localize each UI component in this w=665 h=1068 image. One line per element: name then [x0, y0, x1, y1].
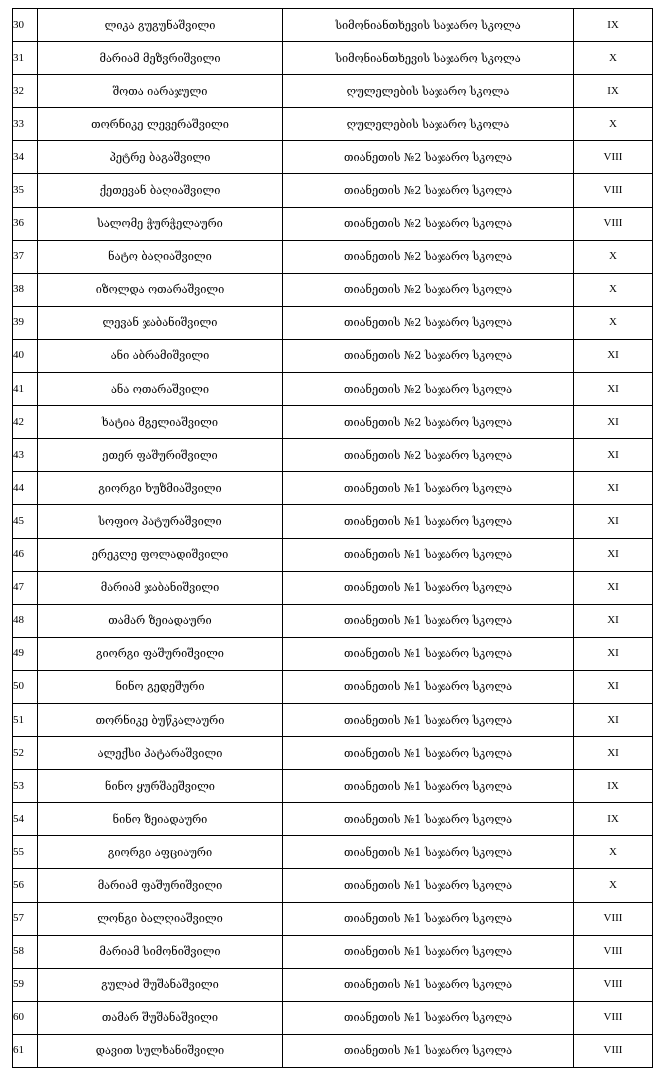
row-number-cell: 44 [13, 472, 38, 505]
grade-cell: VIII [574, 1001, 653, 1034]
school-name-cell: თიანეთის №1 საჯარო სკოლა [283, 1034, 574, 1067]
student-name-cell: ნატო ბაღიაშვილი [38, 240, 283, 273]
school-name-cell: თიანეთის №1 საჯარო სკოლა [283, 836, 574, 869]
student-name-cell: დავით სულხანიშვილი [38, 1034, 283, 1067]
school-name-cell: თიანეთის №1 საჯარო სკოლა [283, 1001, 574, 1034]
table-row [13, 505, 653, 538]
table-row [13, 968, 653, 1001]
table-row [13, 637, 653, 670]
table-row [13, 902, 653, 935]
student-name-cell: ერეკლე ფოლადიშვილი [38, 538, 283, 571]
grade-cell: X [574, 836, 653, 869]
row-number-cell: 56 [13, 869, 38, 902]
table-row [13, 439, 653, 472]
school-name-cell: თიანეთის №2 საჯარო სკოლა [283, 306, 574, 339]
row-number-cell: 50 [13, 670, 38, 703]
student-name-cell: მარიამ ფაშურიშვილი [38, 869, 283, 902]
student-name-cell: სალომე ჭურჭელაური [38, 207, 283, 240]
student-name-cell: თორნიკე ბუწკალაური [38, 703, 283, 736]
school-name-cell: თიანეთის №2 საჯარო სკოლა [283, 406, 574, 439]
school-name-cell: თიანეთის №1 საჯარო სკოლა [283, 538, 574, 571]
table-row [13, 670, 653, 703]
student-name-cell: შოთა იარაჯული [38, 75, 283, 108]
table-row [13, 306, 653, 339]
row-number-cell: 30 [13, 9, 38, 42]
grade-cell: XI [574, 406, 653, 439]
row-number-cell: 31 [13, 42, 38, 75]
table-row [13, 770, 653, 803]
student-name-cell: გულაძ შუშანაშვილი [38, 968, 283, 1001]
student-name-cell: იზოლდა ოთარაშვილი [38, 273, 283, 306]
row-number-cell: 48 [13, 604, 38, 637]
row-number-cell: 34 [13, 141, 38, 174]
school-name-cell: ღულელების საჯარო სკოლა [283, 108, 574, 141]
school-name-cell: ღულელების საჯარო სკოლა [283, 75, 574, 108]
row-number-cell: 58 [13, 935, 38, 968]
grade-cell: VIII [574, 968, 653, 1001]
table-row [13, 207, 653, 240]
table-row [13, 339, 653, 372]
school-name-cell: თიანეთის №2 საჯარო სკოლა [283, 174, 574, 207]
student-name-cell: ნინო გედეშური [38, 670, 283, 703]
table-row [13, 406, 653, 439]
table-row [13, 538, 653, 571]
grade-cell: XI [574, 538, 653, 571]
row-number-cell: 39 [13, 306, 38, 339]
table-row [13, 273, 653, 306]
table-row [13, 836, 653, 869]
table-row [13, 240, 653, 273]
school-name-cell: თიანეთის №1 საჯარო სკოლა [283, 737, 574, 770]
row-number-cell: 57 [13, 902, 38, 935]
row-number-cell: 43 [13, 439, 38, 472]
table-row [13, 174, 653, 207]
row-number-cell: 52 [13, 737, 38, 770]
table-row [13, 141, 653, 174]
school-name-cell: თიანეთის №2 საჯარო სკოლა [283, 439, 574, 472]
grade-cell: XI [574, 670, 653, 703]
school-name-cell: თიანეთის №2 საჯარო სკოლა [283, 373, 574, 406]
school-name-cell: თიანეთის №1 საჯარო სკოლა [283, 935, 574, 968]
table-row [13, 75, 653, 108]
school-name-cell: თიანეთის №1 საჯარო სკოლა [283, 803, 574, 836]
school-name-cell: თიანეთის №2 საჯარო სკოლა [283, 240, 574, 273]
table-row [13, 1034, 653, 1067]
school-name-cell: თიანეთის №1 საჯარო სკოლა [283, 968, 574, 1001]
participants-table-body [13, 9, 653, 1068]
school-name-cell: თიანეთის №1 საჯარო სკოლა [283, 571, 574, 604]
student-name-cell: გიორგი ხუზმიაშვილი [38, 472, 283, 505]
row-number-cell: 36 [13, 207, 38, 240]
row-number-cell: 51 [13, 703, 38, 736]
row-number-cell: 38 [13, 273, 38, 306]
grade-cell: VIII [574, 1034, 653, 1067]
grade-cell: VIII [574, 174, 653, 207]
grade-cell: X [574, 273, 653, 306]
row-number-cell: 60 [13, 1001, 38, 1034]
student-name-cell: ალექსი პატარაშვილი [38, 737, 283, 770]
student-name-cell: მარიამ ჯაბანიშვილი [38, 571, 283, 604]
table-row [13, 472, 653, 505]
row-number-cell: 41 [13, 373, 38, 406]
table-row [13, 9, 653, 42]
student-name-cell: მარიამ სიმონიშვილი [38, 935, 283, 968]
grade-cell: VIII [574, 902, 653, 935]
row-number-cell: 42 [13, 406, 38, 439]
grade-cell: XI [574, 339, 653, 372]
grade-cell: IX [574, 803, 653, 836]
school-name-cell: თიანეთის №1 საჯარო სკოლა [283, 505, 574, 538]
row-number-cell: 32 [13, 75, 38, 108]
table-row [13, 1001, 653, 1034]
grade-cell: IX [574, 770, 653, 803]
row-number-cell: 45 [13, 505, 38, 538]
table-row [13, 803, 653, 836]
table-row [13, 869, 653, 902]
student-name-cell: ნინო ყურშაეშვილი [38, 770, 283, 803]
school-name-cell: თიანეთის №1 საჯარო სკოლა [283, 869, 574, 902]
school-name-cell: სიმონიანთხევის საჯარო სკოლა [283, 9, 574, 42]
grade-cell: X [574, 108, 653, 141]
row-number-cell: 54 [13, 803, 38, 836]
grade-cell: VIII [574, 207, 653, 240]
school-name-cell: სიმონიანთხევის საჯარო სკოლა [283, 42, 574, 75]
student-name-cell: ლონგი ბალღიაშვილი [38, 902, 283, 935]
grade-cell: XI [574, 571, 653, 604]
school-name-cell: თიანეთის №1 საჯარო სკოლა [283, 472, 574, 505]
table-row [13, 703, 653, 736]
grade-cell: IX [574, 9, 653, 42]
student-name-cell: თორნიკე ლევერაშვილი [38, 108, 283, 141]
student-name-cell: მარიამ მეზვრიშვილი [38, 42, 283, 75]
school-name-cell: თიანეთის №2 საჯარო სკოლა [283, 273, 574, 306]
row-number-cell: 49 [13, 637, 38, 670]
row-number-cell: 35 [13, 174, 38, 207]
student-name-cell: თამარ შუშანაშვილი [38, 1001, 283, 1034]
student-name-cell: ნინო ზეიადაური [38, 803, 283, 836]
grade-cell: XI [574, 505, 653, 538]
grade-cell: X [574, 869, 653, 902]
table-row [13, 42, 653, 75]
grade-cell: X [574, 306, 653, 339]
grade-cell: XI [574, 439, 653, 472]
school-name-cell: თიანეთის №1 საჯარო სკოლა [283, 770, 574, 803]
school-name-cell: თიანეთის №1 საჯარო სკოლა [283, 703, 574, 736]
grade-cell: IX [574, 75, 653, 108]
student-name-cell: გიორგი ფაშურიშვილი [38, 637, 283, 670]
table-row [13, 737, 653, 770]
school-name-cell: თიანეთის №2 საჯარო სკოლა [283, 339, 574, 372]
student-name-cell: ანა ოთარაშვილი [38, 373, 283, 406]
grade-cell: XI [574, 637, 653, 670]
student-name-cell: ანი აბრამიშვილი [38, 339, 283, 372]
row-number-cell: 37 [13, 240, 38, 273]
participants-table [12, 8, 653, 1068]
student-name-cell: ეთერ ფაშურიშვილი [38, 439, 283, 472]
school-name-cell: თიანეთის №1 საჯარო სკოლა [283, 604, 574, 637]
student-name-cell: პეტრე ბაგაშვილი [38, 141, 283, 174]
table-row [13, 571, 653, 604]
student-name-cell: ქეთევან ბაღიაშვილი [38, 174, 283, 207]
grade-cell: XI [574, 373, 653, 406]
school-name-cell: თიანეთის №1 საჯარო სკოლა [283, 670, 574, 703]
table-row [13, 108, 653, 141]
school-name-cell: თიანეთის №2 საჯარო სკოლა [283, 141, 574, 174]
grade-cell: VIII [574, 141, 653, 174]
row-number-cell: 33 [13, 108, 38, 141]
grade-cell: VIII [574, 935, 653, 968]
row-number-cell: 55 [13, 836, 38, 869]
school-name-cell: თიანეთის №1 საჯარო სკოლა [283, 902, 574, 935]
row-number-cell: 40 [13, 339, 38, 372]
grade-cell: XI [574, 737, 653, 770]
grade-cell: X [574, 42, 653, 75]
row-number-cell: 46 [13, 538, 38, 571]
grade-cell: XI [574, 472, 653, 505]
grade-cell: XI [574, 703, 653, 736]
table-row [13, 604, 653, 637]
school-name-cell: თიანეთის №1 საჯარო სკოლა [283, 637, 574, 670]
grade-cell: X [574, 240, 653, 273]
grade-cell: XI [574, 604, 653, 637]
row-number-cell: 59 [13, 968, 38, 1001]
row-number-cell: 53 [13, 770, 38, 803]
student-name-cell: ლევან ჯაბანიშვილი [38, 306, 283, 339]
student-name-cell: გიორგი აფციაური [38, 836, 283, 869]
row-number-cell: 47 [13, 571, 38, 604]
student-name-cell: ლიკა გუგუნაშვილი [38, 9, 283, 42]
student-name-cell: თამარ ზეიადაური [38, 604, 283, 637]
student-name-cell: ხატია მგელიაშვილი [38, 406, 283, 439]
student-name-cell: სოფიო პატურაშვილი [38, 505, 283, 538]
school-name-cell: თიანეთის №2 საჯარო სკოლა [283, 207, 574, 240]
table-row [13, 373, 653, 406]
row-number-cell: 61 [13, 1034, 38, 1067]
table-row [13, 935, 653, 968]
